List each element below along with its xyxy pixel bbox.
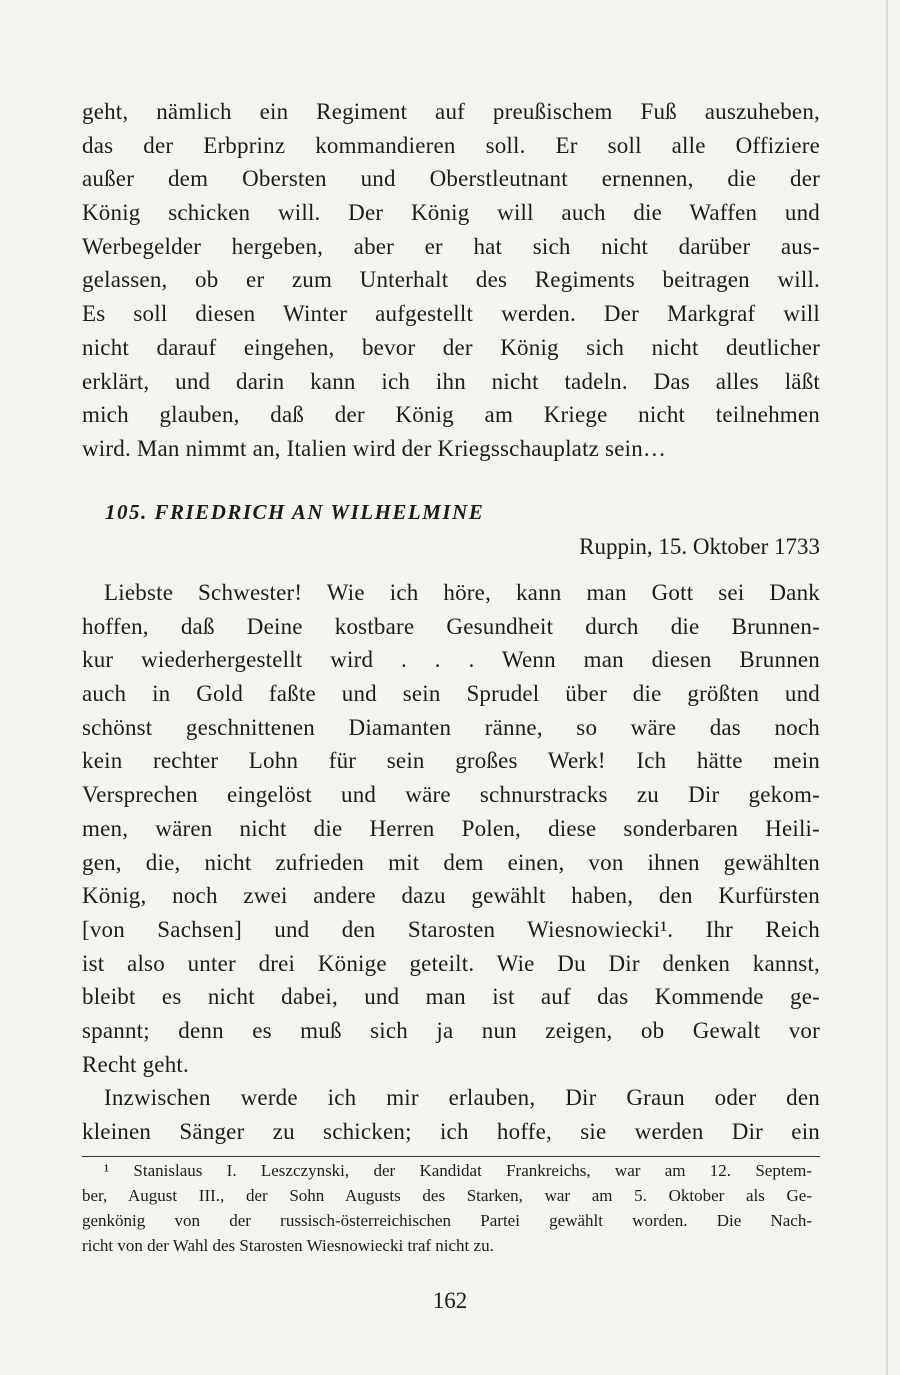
text-line: men, wären nicht die Herren Polen, diese sonderbaren Heili-: [82, 815, 820, 841]
letter-heading: 105. FRIEDRICH AN WILHELMINE: [105, 500, 485, 524]
text-line: Werbegelder hergeben, aber er hat sich nicht darüber aus-: [82, 233, 820, 259]
text-line: [von Sachsen] und den Starosten Wiesnowiecki¹. Ihr Reich: [82, 916, 820, 942]
footnote-line: genkönig von der russisch-österreichischen Partei gewählt worden. Die Nach-: [82, 1211, 812, 1230]
text-line: bleibt es nicht dabei, und man ist auf das Kommende ge-: [82, 984, 820, 1010]
letter-body: [82, 576, 820, 1081]
footnote-line: richt von der Wahl des Starosten Wiesnowiecki traf nicht zu.: [82, 1236, 494, 1255]
footnote-rule: [82, 1156, 820, 1157]
place-date: Ruppin, 15. Oktober 1733: [579, 534, 820, 559]
letter-body-continued: [82, 1081, 820, 1148]
text-line: gelassen, ob er zum Unterhalt des Regiments beitragen will.: [82, 267, 820, 293]
text-line: spannt; denn es muß sich ja nun zeigen, ob Gewalt vor: [82, 1017, 820, 1043]
text-line: Recht geht.: [82, 1051, 189, 1077]
text-line: hoffen, daß Deine kostbare Gesundheit durch die Brunnen-: [82, 613, 820, 639]
text-line: Inzwischen werde ich mir erlauben, Dir Graun oder den: [104, 1085, 820, 1110]
page-edge: [886, 0, 888, 1375]
text-line: gen, die, nicht zufrieden mit dem einen, von ihnen gewählten: [82, 849, 820, 875]
page-number: 162: [432, 1288, 468, 1313]
text-line: nicht darauf eingehen, bevor der König sich nicht deutlicher: [82, 334, 820, 360]
text-line: mich glauben, daß der König am Kriege nicht teilnehmen: [82, 402, 820, 428]
text-line: kleinen Sänger zu schicken; ich hoffe, sie werden Dir ein: [82, 1118, 820, 1144]
text-line: das der Erbprinz kommandieren soll. Er soll alle Offiziere: [82, 132, 820, 158]
text-line: König, noch zwei andere dazu gewählt haben, den Kurfürsten: [82, 883, 820, 909]
footnote-line: ber, August III., der Sohn Augusts des Starken, war am 5. Oktober als Ge-: [82, 1186, 812, 1205]
text-line: auch in Gold faßte und sein Sprudel über die größten und: [82, 681, 820, 707]
text-line: Liebste Schwester! Wie ich höre, kann man Gott sei Dank: [104, 580, 820, 605]
text-line: Versprechen eingelöst und wäre schnurstracks zu Dir gekom-: [82, 782, 820, 808]
text-line: kein rechter Lohn für sein großes Werk! Ich hätte mein: [82, 748, 820, 774]
footnote: [82, 1158, 812, 1258]
text-line: geht, nämlich ein Regiment auf preußischem Fuß auszuheben,: [82, 99, 820, 124]
text-line: König schicken will. Der König will auch die Waffen und: [82, 200, 820, 226]
text-line: kur wiederhergestellt wird . . . Wenn man diesen Brunnen: [82, 647, 820, 673]
text-line: erklärt, und darin kann ich ihn nicht tadeln. Das alles läßt: [82, 368, 820, 394]
text-line: wird. Man nimmt an, Italien wird der Kriegsschauplatz sein…: [82, 435, 667, 461]
text-line: außer dem Obersten und Oberstleutnant ernennen, die der: [82, 166, 820, 192]
footnote-line: ¹ Stanislaus I. Leszczynski, der Kandidat Frankreichs, war am 12. Septem-: [104, 1161, 812, 1180]
paragraph-continued: [82, 95, 820, 466]
text-line: ist also unter drei Könige geteilt. Wie Du Dir denken kannst,: [82, 950, 820, 976]
text-line: schönst geschnittenen Diamanten ränne, so wäre das noch: [82, 714, 820, 740]
text-line: Es soll diesen Winter aufgestellt werden. Der Markgraf will: [82, 301, 820, 327]
